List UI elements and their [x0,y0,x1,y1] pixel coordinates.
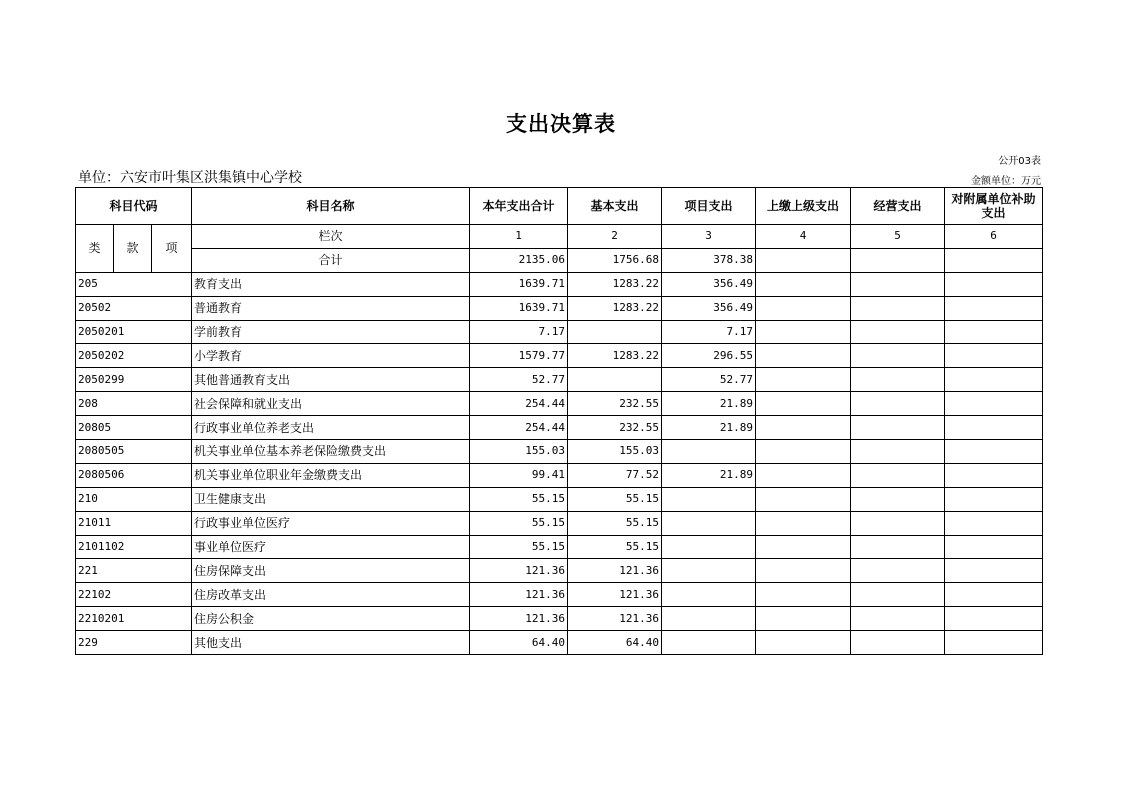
row-affiliate [945,440,1043,464]
table-row [76,463,1043,487]
row-project: 296.55 [662,344,756,368]
row-total: 1639.71 [470,272,568,296]
table-row [76,487,1043,511]
row-code: 2101102 [76,535,192,559]
row-upper [756,583,851,607]
row-project [662,511,756,535]
row-affiliate [945,320,1043,344]
row-name: 事业单位医疗 [192,535,470,559]
row-affiliate [945,487,1043,511]
row-code: 22102 [76,583,192,607]
row-basic [568,368,662,392]
row-affiliate [945,535,1043,559]
row-upper [756,463,851,487]
table-row [76,440,1043,464]
money-unit: 金额单位：万元 [971,176,1041,187]
row-basic: 1283.22 [568,296,662,320]
row-name: 行政事业单位医疗 [192,511,470,535]
header-affiliate: 对附属单位补助支出 [945,188,1043,225]
row-affiliate [945,511,1043,535]
row-business [851,296,945,320]
row-upper [756,511,851,535]
row-affiliate [945,631,1043,655]
row-business [851,463,945,487]
sum-upper [756,248,851,272]
table-row [76,535,1043,559]
row-affiliate [945,392,1043,416]
row-basic: 232.55 [568,416,662,440]
row-total: 121.36 [470,559,568,583]
row-upper [756,631,851,655]
row-total: 121.36 [470,583,568,607]
row-project [662,631,756,655]
row-business [851,392,945,416]
row-code: 2080506 [76,463,192,487]
row-upper [756,440,851,464]
row-affiliate [945,559,1043,583]
col-num-2: 2 [568,225,662,249]
col-num-3: 3 [662,225,756,249]
row-project [662,440,756,464]
row-upper [756,296,851,320]
row-upper [756,320,851,344]
sum-business [851,248,945,272]
sum-affiliate [945,248,1043,272]
row-upper [756,416,851,440]
row-code: 2080505 [76,440,192,464]
table-row [76,296,1043,320]
row-project [662,487,756,511]
row-basic [568,320,662,344]
row-total: 1579.77 [470,344,568,368]
row-project [662,559,756,583]
row-project: 21.89 [662,463,756,487]
row-affiliate [945,416,1043,440]
row-project: 21.89 [662,392,756,416]
row-code: 229 [76,631,192,655]
column-order-label: 栏次 [192,225,470,249]
col-num-1: 1 [470,225,568,249]
row-name: 学前教育 [192,320,470,344]
row-upper [756,344,851,368]
row-name: 其他普通教育支出 [192,368,470,392]
row-name: 机关事业单位职业年金缴费支出 [192,463,470,487]
row-business [851,320,945,344]
row-total: 254.44 [470,416,568,440]
header-total: 本年支出合计 [470,188,568,225]
row-upper [756,535,851,559]
table-row [76,272,1043,296]
row-business [851,416,945,440]
row-total: 99.41 [470,463,568,487]
row-affiliate [945,296,1043,320]
row-name: 普通教育 [192,296,470,320]
row-total: 254.44 [470,392,568,416]
row-affiliate [945,463,1043,487]
row-total: 121.36 [470,607,568,631]
row-code: 210 [76,487,192,511]
row-code: 20805 [76,416,192,440]
row-basic: 121.36 [568,583,662,607]
row-affiliate [945,607,1043,631]
row-business [851,440,945,464]
expenditure-table [75,187,1043,655]
row-project: 356.49 [662,272,756,296]
row-name: 机关事业单位基本养老保险缴费支出 [192,440,470,464]
col-num-6: 6 [945,225,1043,249]
header-business: 经营支出 [851,188,945,225]
row-affiliate [945,272,1043,296]
row-upper [756,487,851,511]
row-business [851,487,945,511]
sum-label: 合计 [192,248,470,272]
row-business [851,559,945,583]
row-basic: 55.15 [568,487,662,511]
row-name: 住房改革支出 [192,583,470,607]
row-total: 55.15 [470,487,568,511]
row-project: 356.49 [662,296,756,320]
row-total: 1639.71 [470,296,568,320]
col-num-4: 4 [756,225,851,249]
row-total: 64.40 [470,631,568,655]
row-project: 52.77 [662,368,756,392]
row-total: 155.03 [470,440,568,464]
table-row [76,607,1043,631]
row-basic: 232.55 [568,392,662,416]
row-business [851,583,945,607]
row-name: 教育支出 [192,272,470,296]
header-subject-name: 科目名称 [192,188,470,225]
table-row [76,344,1043,368]
header-basic: 基本支出 [568,188,662,225]
row-code: 205 [76,272,192,296]
row-name: 住房保障支出 [192,559,470,583]
row-total: 55.15 [470,535,568,559]
col-num-5: 5 [851,225,945,249]
row-code: 2210201 [76,607,192,631]
row-name: 行政事业单位养老支出 [192,416,470,440]
row-name: 社会保障和就业支出 [192,392,470,416]
row-project [662,583,756,607]
row-basic: 121.36 [568,559,662,583]
row-business [851,344,945,368]
row-total: 55.15 [470,511,568,535]
row-upper [756,559,851,583]
row-upper [756,607,851,631]
row-code: 20502 [76,296,192,320]
row-name: 卫生健康支出 [192,487,470,511]
row-business [851,535,945,559]
table-row [76,583,1043,607]
form-number: 公开03表 [998,156,1041,167]
row-basic: 155.03 [568,440,662,464]
row-business [851,272,945,296]
header-upper: 上缴上级支出 [756,188,851,225]
table-row [76,416,1043,440]
row-project: 21.89 [662,416,756,440]
row-basic: 64.40 [568,631,662,655]
table-row [76,511,1043,535]
row-upper [756,392,851,416]
table-row [76,368,1043,392]
header-subject-code: 科目代码 [76,188,192,225]
row-name: 小学教育 [192,344,470,368]
table-row [76,559,1043,583]
row-business [851,631,945,655]
unit-label: 单位：六安市叶集区洪集镇中心学校 [78,170,302,186]
row-code: 2050299 [76,368,192,392]
table-row [76,631,1043,655]
row-affiliate [945,344,1043,368]
row-business [851,368,945,392]
row-code: 21011 [76,511,192,535]
row-total: 7.17 [470,320,568,344]
row-basic: 1283.22 [568,272,662,296]
row-upper [756,272,851,296]
row-basic: 55.15 [568,511,662,535]
row-project: 7.17 [662,320,756,344]
row-basic: 121.36 [568,607,662,631]
row-business [851,607,945,631]
row-name: 住房公积金 [192,607,470,631]
page-title: 支出决算表 [506,112,616,136]
table-row [76,320,1043,344]
sum-project: 378.38 [662,248,756,272]
row-project [662,607,756,631]
sum-basic: 1756.68 [568,248,662,272]
row-name: 其他支出 [192,631,470,655]
row-code: 2050202 [76,344,192,368]
row-upper [756,368,851,392]
row-basic: 77.52 [568,463,662,487]
row-business [851,511,945,535]
sum-total: 2135.06 [470,248,568,272]
header-project: 项目支出 [662,188,756,225]
row-code: 2050201 [76,320,192,344]
row-project [662,535,756,559]
row-code: 221 [76,559,192,583]
row-basic: 1283.22 [568,344,662,368]
row-affiliate [945,368,1043,392]
header-xiang: 项 [152,225,192,273]
row-affiliate [945,583,1043,607]
header-kuan: 款 [114,225,152,273]
table-row [76,392,1043,416]
row-basic: 55.15 [568,535,662,559]
row-code: 208 [76,392,192,416]
header-lei: 类 [76,225,114,273]
row-total: 52.77 [470,368,568,392]
